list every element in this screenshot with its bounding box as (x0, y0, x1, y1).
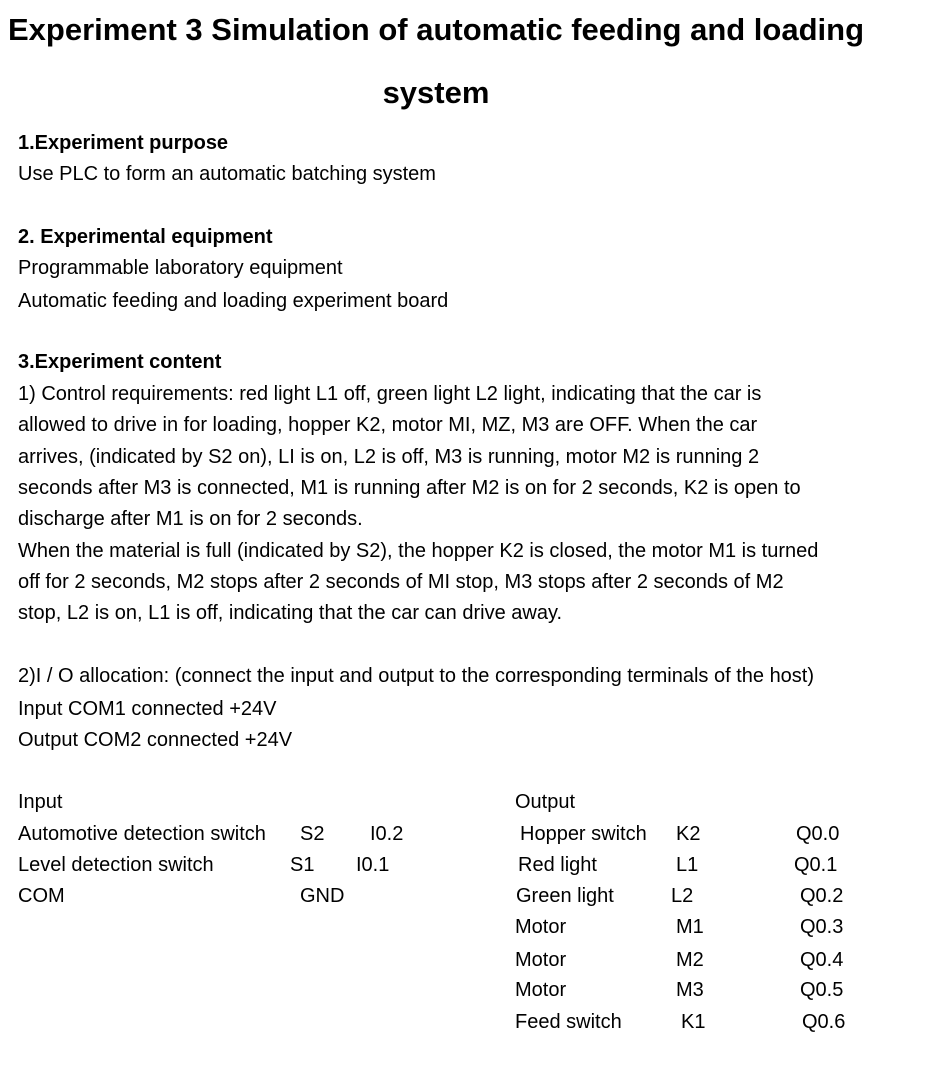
output-heading: Output (515, 791, 576, 813)
output-code: M1 (676, 916, 704, 938)
content-line: When the material is full (indicated by S2), the hopper K2 is closed, the motor M1 is turned (18, 540, 819, 562)
page-title: Experiment 3 Simulation of automatic feeding and loading (7, 12, 865, 47)
purpose-heading: 1.Experiment purpose (18, 132, 229, 154)
output-address: Q0.5 (800, 979, 844, 1001)
output-address: Q0.6 (802, 1011, 846, 1033)
equipment-heading: 2. Experimental equipment (18, 226, 273, 248)
input-code: S1 (290, 854, 315, 876)
output-name: Motor (515, 979, 567, 1001)
input-name: COM (18, 885, 65, 907)
output-code: L2 (671, 885, 694, 907)
output-name: Feed switch (515, 1011, 622, 1033)
content-heading: 3.Experiment content (18, 351, 222, 373)
output-code: L1 (676, 854, 699, 876)
output-address: Q0.3 (800, 916, 844, 938)
content-line: stop, L2 is on, L1 is off, indicating that the car can drive away. (18, 602, 563, 624)
content-line: discharge after M1 is on for 2 seconds. (18, 508, 363, 530)
content-line: 1) Control requirements: red light L1 off, green light L2 light, indicating that the car is (18, 383, 762, 405)
io-allocation-line: Input COM1 connected +24V (18, 698, 277, 720)
equipment-item: Programmable laboratory equipment (18, 257, 343, 279)
output-name: Motor (515, 916, 567, 938)
output-address: Q0.2 (800, 885, 844, 907)
output-code: M3 (676, 979, 704, 1001)
output-code: K1 (681, 1011, 706, 1033)
input-name: Automotive detection switch (18, 823, 266, 845)
output-code: K2 (676, 823, 701, 845)
output-name: Hopper switch (520, 823, 647, 845)
output-address: Q0.0 (796, 823, 840, 845)
io-allocation-line: Output COM2 connected +24V (18, 729, 293, 751)
input-heading: Input (18, 791, 63, 813)
input-address: I0.2 (370, 823, 404, 845)
output-name: Red light (518, 854, 597, 876)
input-code: GND (300, 885, 345, 907)
content-line: seconds after M3 is connected, M1 is running after M2 is on for 2 seconds, K2 is open to (18, 477, 801, 499)
page-title-continued: system (382, 75, 490, 110)
output-address: Q0.1 (794, 854, 838, 876)
output-name: Motor (515, 949, 567, 971)
input-code: S2 (300, 823, 325, 845)
equipment-item: Automatic feeding and loading experiment board (18, 290, 449, 312)
output-code: M2 (676, 949, 704, 971)
purpose-text: Use PLC to form an automatic batching system (18, 163, 436, 185)
input-address: I0.1 (356, 854, 390, 876)
output-name: Green light (516, 885, 614, 907)
io-allocation-line: 2)I / O allocation: (connect the input and output to the corresponding terminals of the host) (18, 665, 815, 687)
content-line: allowed to drive in for loading, hopper K2, motor MI, MZ, M3 are OFF. When the car (18, 414, 758, 436)
content-line: arrives, (indicated by S2 on), LI is on, L2 is off, M3 is running, motor M2 is running 2 (18, 446, 760, 468)
input-name: Level detection switch (18, 854, 214, 876)
content-line: off for 2 seconds, M2 stops after 2 seconds of MI stop, M3 stops after 2 seconds of M2 (18, 571, 784, 593)
output-address: Q0.4 (800, 949, 844, 971)
